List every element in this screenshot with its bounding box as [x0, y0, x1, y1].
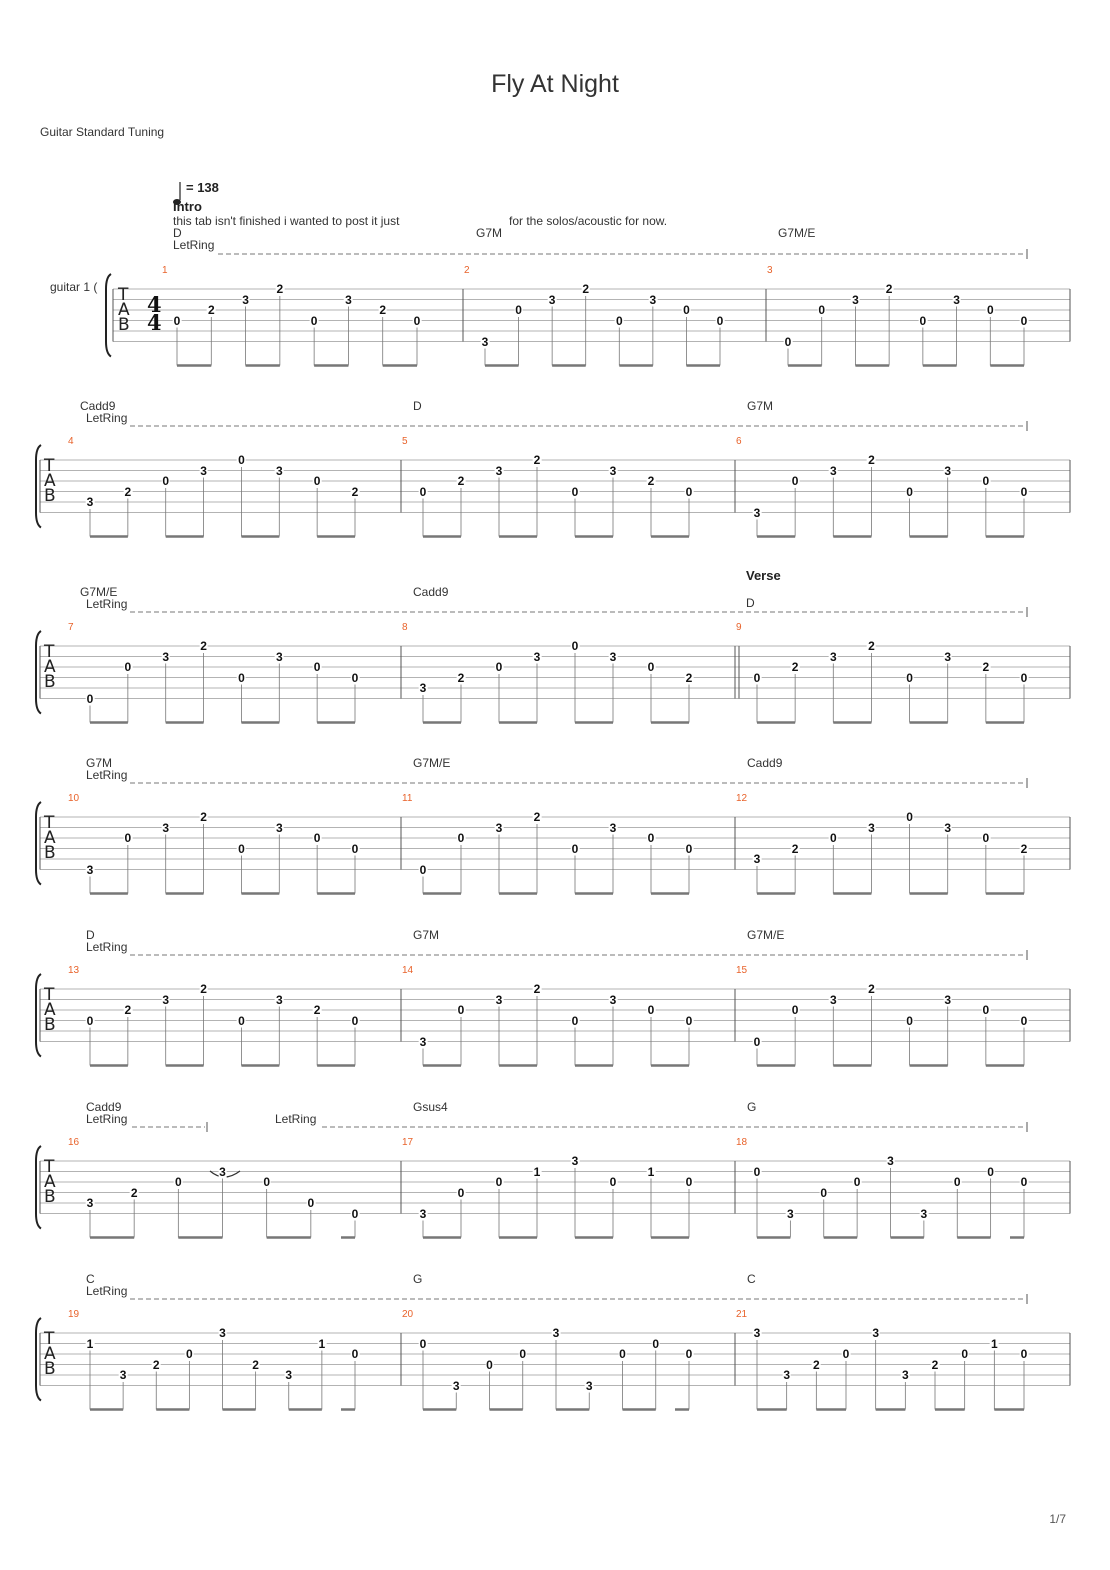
- tab-note: 2: [931, 1357, 939, 1372]
- tab-note: 0: [647, 660, 655, 674]
- tab-clef-letter: B: [44, 486, 56, 506]
- tab-note: 2: [885, 282, 893, 296]
- measure-number: 3: [767, 265, 773, 276]
- tab-note: 3: [609, 463, 617, 478]
- section-label-intro: Intro: [173, 199, 202, 214]
- tab-note: 0: [685, 841, 693, 856]
- tab-note: 0: [685, 484, 693, 499]
- chord-name: G7M/E: [778, 226, 816, 240]
- tab-note: 3: [753, 505, 761, 520]
- tab-staff-system: [0, 239, 1110, 379]
- tab-note: 0: [457, 831, 465, 845]
- tab-note: 2: [200, 639, 207, 653]
- time-signature-top: 4: [147, 292, 162, 317]
- tab-note: 1: [86, 1336, 94, 1351]
- tab-note: 0: [982, 831, 990, 845]
- tab-note: 3: [419, 1206, 427, 1221]
- tab-note: 3: [571, 1154, 579, 1168]
- tab-note: 0: [571, 639, 579, 653]
- tab-note: 0: [647, 1003, 655, 1017]
- tab-note: 0: [519, 1347, 527, 1361]
- tab-note: 0: [619, 1347, 626, 1361]
- chord-name: Gsus4: [413, 1100, 448, 1114]
- tab-note: 3: [86, 495, 94, 509]
- tab-note: 0: [351, 1206, 359, 1221]
- measure-number: 14: [402, 965, 414, 976]
- tab-note: 3: [86, 1196, 94, 1210]
- tab-note: 3: [944, 649, 952, 664]
- tab-note: 3: [868, 820, 875, 835]
- tempo-marking: = 138: [186, 180, 219, 195]
- measure-number: 13: [68, 965, 80, 976]
- tab-note: 0: [124, 831, 132, 845]
- tab-note: 0: [853, 1175, 861, 1189]
- let-ring-label: LetRing: [86, 411, 128, 425]
- tab-note: 3: [533, 649, 541, 664]
- measure-number: 4: [68, 436, 74, 447]
- tab-note: 0: [1020, 313, 1028, 328]
- tab-note: 0: [961, 1347, 968, 1361]
- tab-note: 0: [906, 810, 913, 824]
- song-title: Fly At Night: [491, 70, 619, 98]
- chord-name: G: [413, 1272, 423, 1286]
- tab-note: 0: [791, 1003, 799, 1017]
- chord-name: G7M: [413, 928, 440, 942]
- tab-clef-letter: A: [44, 471, 56, 491]
- chord-name: Cadd9: [413, 585, 449, 599]
- tab-note: 0: [615, 313, 623, 328]
- tab-clef-letter: A: [44, 1344, 56, 1364]
- tab-note: 0: [162, 474, 170, 488]
- tab-note: 3: [953, 292, 960, 307]
- tab-note: 3: [162, 820, 170, 835]
- tab-note: 2: [252, 1357, 259, 1372]
- tab-note: 3: [275, 463, 283, 478]
- measure-number: 6: [736, 436, 742, 447]
- tab-note: 0: [1020, 1347, 1028, 1361]
- tab-note: 3: [495, 820, 503, 835]
- tab-note: 0: [457, 1003, 465, 1017]
- tab-note: 3: [162, 992, 170, 1007]
- tab-note: 2: [533, 453, 541, 467]
- tab-note: 0: [685, 1347, 693, 1361]
- tab-note: 0: [753, 1034, 761, 1049]
- tab-note: 0: [419, 1336, 427, 1351]
- chord-name: Cadd9: [80, 399, 116, 413]
- tab-staff-system: [0, 767, 1110, 907]
- tab-note: 0: [647, 831, 655, 845]
- tab-note: 3: [649, 292, 657, 307]
- tab-note: 0: [652, 1336, 660, 1351]
- tab-note: 3: [219, 1326, 226, 1340]
- tab-staff-system: [0, 1283, 1110, 1423]
- tuning-label: Guitar Standard Tuning: [40, 125, 165, 139]
- tab-note: 2: [791, 660, 799, 674]
- tab-clef-letter: B: [44, 1187, 56, 1207]
- tab-note: 3: [552, 1326, 560, 1340]
- system-bracket: [106, 274, 111, 357]
- tab-note: 0: [683, 303, 690, 317]
- page-number: 1/7: [1049, 1512, 1066, 1526]
- tab-note: 0: [457, 1185, 465, 1200]
- tab-note: 3: [419, 1034, 427, 1049]
- tab-note: 0: [753, 670, 761, 685]
- tab-note: 0: [238, 1013, 245, 1028]
- chord-name: Cadd9: [86, 1100, 122, 1114]
- chord-name: D: [86, 928, 95, 942]
- measure-number: 17: [402, 1137, 414, 1148]
- tab-note: 0: [351, 670, 359, 685]
- measure-number: 15: [736, 965, 748, 976]
- tab-clef-letter: T: [118, 285, 129, 305]
- tab-note: 0: [263, 1175, 270, 1189]
- tab-note: 0: [174, 1175, 182, 1189]
- tab-note: 2: [124, 1003, 132, 1017]
- instrument-name: guitar 1 (: [50, 280, 98, 294]
- tab-clef-letter: A: [44, 657, 56, 677]
- tab-note: 3: [872, 1326, 879, 1340]
- chord-name: G: [747, 1100, 757, 1114]
- tab-clef-letter: A: [44, 1000, 56, 1020]
- tab-note: 3: [119, 1368, 127, 1382]
- tab-note: 0: [351, 1347, 359, 1361]
- measure-number: 2: [464, 265, 470, 276]
- tab-note: 3: [829, 649, 837, 664]
- tab-clef-letter: B: [44, 1359, 56, 1379]
- tab-note: 0: [313, 474, 321, 488]
- tab-note: 0: [906, 1013, 913, 1028]
- tab-note: 0: [1020, 1013, 1028, 1028]
- measure-number: 21: [736, 1309, 748, 1320]
- tab-note: 0: [124, 660, 132, 674]
- tab-note: 0: [419, 862, 427, 877]
- tab-note: 3: [609, 992, 617, 1007]
- chord-name: G7M: [747, 399, 774, 413]
- tab-note: 2: [868, 453, 875, 467]
- tab-note: 2: [351, 484, 359, 499]
- tab-note: 3: [200, 463, 207, 478]
- tab-note: 3: [242, 292, 249, 307]
- tab-clef-letter: B: [44, 843, 56, 863]
- let-ring-label: LetRing: [86, 597, 128, 611]
- tab-note: 3: [275, 820, 283, 835]
- tab-note: 2: [124, 484, 132, 499]
- tab-note: 3: [829, 992, 837, 1007]
- tab-note: 0: [238, 670, 245, 685]
- tab-note: 2: [457, 670, 465, 685]
- let-ring-label: LetRing: [86, 1284, 128, 1298]
- tab-note: 0: [86, 691, 94, 706]
- tab-note: 0: [919, 313, 927, 328]
- tab-note: 0: [906, 484, 913, 499]
- tab-note: 0: [313, 831, 321, 845]
- tab-note: 0: [982, 474, 990, 488]
- annotation-text: this tab isn't finished i wanted to post it just: [173, 214, 400, 228]
- tab-staff-system: [0, 1111, 1110, 1251]
- tab-note: 0: [413, 313, 421, 328]
- tab-note: 0: [1020, 670, 1028, 685]
- tab-note: 3: [585, 1378, 593, 1393]
- tab-note: 0: [486, 1357, 493, 1372]
- tab-note: 2: [533, 982, 541, 996]
- tab-clef-letter: A: [44, 828, 56, 848]
- tab-note: 0: [842, 1347, 850, 1361]
- measure-number: 10: [68, 793, 80, 804]
- tab-note: 2: [457, 474, 465, 488]
- let-ring-label: LetRing: [86, 768, 128, 782]
- tab-note: 1: [990, 1336, 998, 1351]
- tab-note: 0: [784, 334, 792, 349]
- tab-clef-letter: T: [44, 1157, 55, 1177]
- tab-clef-letter: T: [44, 456, 55, 476]
- tab-clef-letter: B: [118, 315, 130, 335]
- tab-note: 2: [982, 660, 990, 674]
- annotation-text: for the solos/acoustic for now.: [509, 214, 668, 228]
- tab-note: 3: [495, 992, 503, 1007]
- tab-note: 0: [791, 474, 799, 488]
- tab-clef-letter: A: [118, 300, 130, 320]
- tab-note: 2: [276, 282, 284, 296]
- tab-note: 3: [86, 862, 94, 877]
- tab-staff-system: [0, 596, 1110, 736]
- tab-staff-system: [0, 939, 1110, 1079]
- measure-number: 19: [68, 1309, 80, 1320]
- tab-note: 2: [685, 670, 693, 685]
- tab-note: 0: [238, 841, 245, 856]
- tab-note: 2: [582, 282, 590, 296]
- tab-note: 0: [419, 484, 427, 499]
- tab-clef-letter: T: [44, 642, 55, 662]
- tab-note: 0: [982, 1003, 990, 1017]
- chord-name: G7M/E: [80, 585, 118, 599]
- tab-note: 3: [219, 1164, 226, 1179]
- measure-number: 20: [402, 1309, 414, 1320]
- tab-note: 0: [685, 1013, 693, 1028]
- chord-name: D: [746, 596, 755, 610]
- tab-note: 0: [238, 453, 245, 467]
- tab-note: 3: [887, 1154, 894, 1168]
- time-signature-bottom: 4: [147, 310, 162, 335]
- tab-note: 0: [173, 313, 181, 328]
- tab-note: 0: [609, 1175, 617, 1189]
- measure-number: 8: [402, 622, 408, 633]
- tab-note: 0: [953, 1175, 961, 1189]
- tab-note: 3: [753, 852, 761, 866]
- chord-name: C: [747, 1272, 756, 1286]
- tab-clef-letter: T: [44, 985, 55, 1005]
- section-label-verse: Verse: [746, 568, 781, 583]
- tab-note: 0: [310, 313, 318, 328]
- tab-note: 0: [753, 1164, 761, 1179]
- tab-note: 3: [609, 649, 617, 664]
- tab-note: 1: [533, 1164, 541, 1179]
- tab-note: 0: [986, 303, 994, 317]
- tab-note: 3: [609, 820, 617, 835]
- tab-note: 3: [452, 1378, 460, 1393]
- tab-note: 0: [571, 1013, 579, 1028]
- tab-clef-letter: T: [44, 813, 55, 833]
- tab-note: 0: [495, 660, 503, 674]
- tab-note: 0: [515, 303, 522, 317]
- tab-note: 0: [351, 1013, 359, 1028]
- tab-note: 3: [162, 649, 170, 664]
- tab-note: 3: [419, 681, 427, 695]
- tab-note: 3: [481, 334, 489, 349]
- chord-name: G7M: [86, 756, 113, 770]
- tab-note: 3: [944, 463, 952, 478]
- tab-note: 2: [152, 1357, 160, 1372]
- tab-clef-letter: A: [44, 1172, 56, 1192]
- tab-note: 1: [647, 1164, 655, 1179]
- let-ring-label: LetRing: [86, 1112, 128, 1126]
- tab-note: 3: [852, 292, 859, 307]
- measure-number: 1: [162, 265, 168, 276]
- tab-note: 3: [495, 463, 503, 478]
- tab-note: 2: [868, 639, 875, 653]
- tab-note: 2: [207, 303, 215, 317]
- tab-note: 2: [1020, 841, 1028, 856]
- tab-note: 0: [313, 660, 321, 674]
- tab-note: 2: [868, 982, 875, 996]
- tab-note: 0: [818, 303, 826, 317]
- tab-note: 0: [571, 841, 579, 856]
- measure-number: 18: [736, 1137, 748, 1148]
- tab-note: 0: [571, 484, 579, 499]
- tab-note: 3: [275, 992, 283, 1007]
- tab-note: 3: [753, 1326, 761, 1340]
- chord-name: G7M/E: [413, 756, 451, 770]
- tab-note: 2: [647, 474, 655, 488]
- tab-note: 2: [313, 1003, 321, 1017]
- let-ring-label: LetRing: [173, 238, 215, 252]
- tab-clef-letter: T: [44, 1329, 55, 1349]
- tab-note: 2: [200, 982, 207, 996]
- tab-note: 0: [716, 313, 724, 328]
- measure-number: 5: [402, 436, 408, 447]
- tab-note: 2: [379, 303, 387, 317]
- chord-name: Cadd9: [747, 756, 783, 770]
- tab-note: 3: [829, 463, 837, 478]
- tab-note: 0: [829, 831, 837, 845]
- tab-note: 0: [1020, 484, 1028, 499]
- tab-note: 3: [944, 820, 952, 835]
- chord-name: C: [86, 1272, 95, 1286]
- tab-note: 0: [351, 841, 359, 856]
- tab-note: 3: [275, 649, 283, 664]
- tab-note: 3: [787, 1206, 794, 1221]
- tab-note: 0: [906, 670, 913, 685]
- tab-note: 2: [812, 1357, 820, 1372]
- tab-note: 0: [186, 1347, 193, 1361]
- measure-number: 11: [402, 793, 413, 804]
- measure-number: 9: [736, 622, 742, 633]
- tab-clef-letter: B: [44, 1015, 56, 1035]
- measure-number: 16: [68, 1137, 80, 1148]
- let-ring-label: LetRing: [275, 1112, 317, 1126]
- tab-note: 2: [791, 841, 799, 856]
- tab-note: 3: [548, 292, 556, 307]
- chord-name: G7M/E: [747, 928, 785, 942]
- tab-note: 0: [820, 1185, 828, 1200]
- tab-note: 1: [318, 1336, 326, 1351]
- tab-clef-letter: B: [44, 672, 56, 692]
- tab-note: 0: [86, 1013, 94, 1028]
- measure-number: 7: [68, 622, 74, 633]
- chord-name: D: [413, 399, 422, 413]
- tab-note: 3: [944, 992, 952, 1007]
- chord-name: G7M: [476, 226, 503, 240]
- let-ring-label: LetRing: [86, 940, 128, 954]
- measure-number: 12: [736, 793, 748, 804]
- tab-note: 2: [200, 810, 207, 824]
- chord-name: D: [173, 226, 182, 240]
- tab-note: 0: [495, 1175, 503, 1189]
- tab-note: 2: [130, 1185, 138, 1200]
- tab-note: 2: [533, 810, 541, 824]
- tab-note: 3: [783, 1368, 790, 1382]
- tab-note: 3: [920, 1206, 928, 1221]
- tab-note: 0: [987, 1164, 994, 1179]
- tab-note: 3: [285, 1368, 293, 1382]
- tab-note: 0: [685, 1175, 693, 1189]
- tab-note: 3: [345, 292, 352, 307]
- tab-note: 0: [307, 1196, 315, 1210]
- tab-note: 0: [1020, 1175, 1028, 1189]
- tab-note: 3: [901, 1368, 909, 1382]
